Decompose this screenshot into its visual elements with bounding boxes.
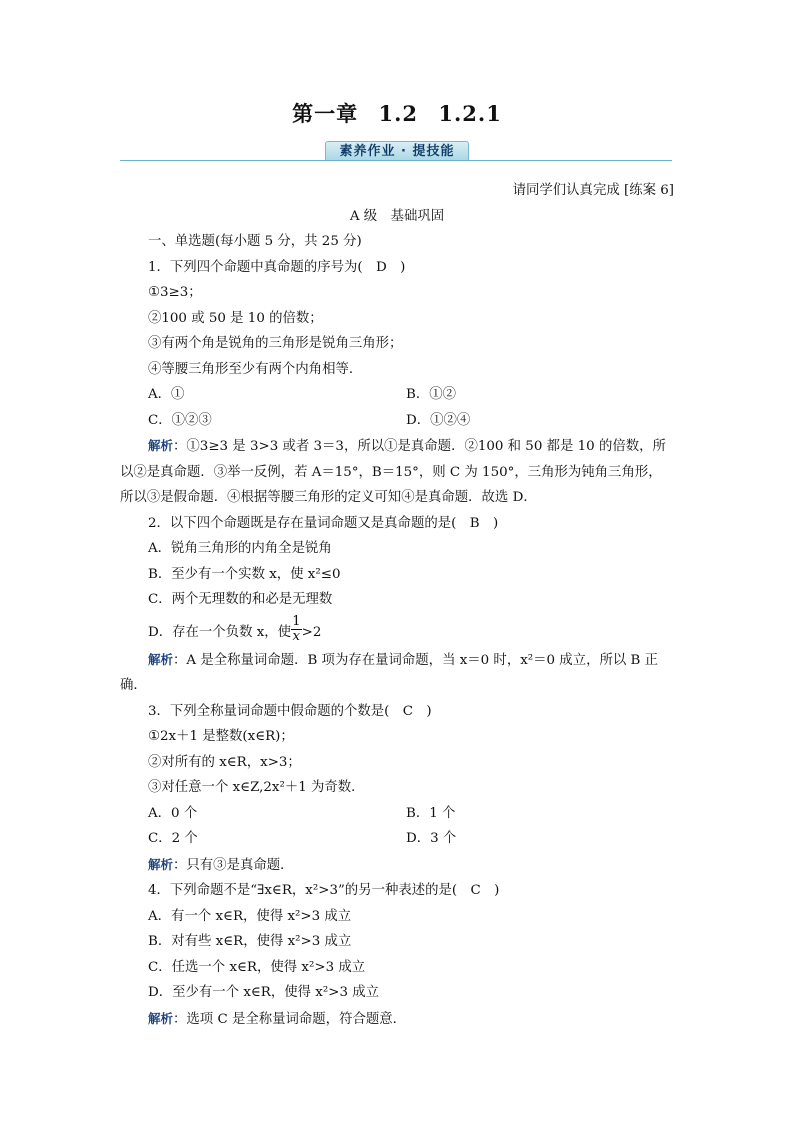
option-d [120, 613, 674, 647]
option-b: B．对有些 x∈R，使得 x²>3 成立 [148, 934, 352, 949]
question-1-options-row [120, 408, 674, 434]
fraction-numerator: 1 [292, 613, 301, 629]
subsection-label: 1.2.1 [438, 101, 502, 126]
question-3-item: ①2x＋1 是整数(x∈R)； [148, 729, 294, 744]
question-2-stem: 2．以下四个命题既是存在量词命题又是真命题的是( B ) [148, 515, 499, 531]
fraction-denominator: x [292, 628, 301, 644]
option-a: A．0 个 [148, 805, 198, 821]
option-c: C．2 个 [148, 831, 198, 846]
analysis-text: ：A 是全称量词命题．B 项为存在量词命题，当 x＝0 时，x²＝0 成立，所以 B 正确． [120, 652, 658, 693]
option-a: A．锐角三角形的内角全是锐角 [148, 541, 332, 556]
fraction [291, 615, 302, 644]
question-3-options-row [120, 826, 674, 852]
section-heading: 一、单选题(每小题 5 分，共 25 分) [148, 234, 362, 249]
question-4-analysis [120, 1006, 674, 1033]
option-d-text: D．存在一个负数 x，使 [148, 624, 292, 640]
analysis-label: 解析 [148, 651, 174, 667]
question-3-stem: 3．下列全称量词命题中假命题的个数是( C ) [148, 703, 432, 719]
option-d: D．至少有一个 x∈R，使得 x²>3 成立 [148, 985, 380, 1000]
level-heading: A 级 基础巩固 [349, 208, 445, 224]
option-d: D．3 个 [406, 831, 457, 846]
question-2-analysis [120, 647, 674, 699]
analysis-text: ：选项 C 是全称量词命题，符合题意． [173, 1011, 407, 1027]
question-1-item: ④等腰三角形至少有两个内角相等． [148, 361, 363, 377]
question-1-analysis [120, 433, 674, 511]
option-b: B．至少有一个实数 x，使 x²≤0 [148, 566, 341, 582]
option-c: C．两个无理数的和必是无理数 [148, 592, 333, 607]
analysis-label: 解析 [148, 856, 174, 872]
option-b: B．1 个 [406, 805, 456, 821]
question-3-item: ②对所有的 x∈R，x>3； [148, 754, 301, 770]
analysis-text: ：①3≥3 是 3>3 或者 3＝3，所以①是真命题．②100 和 50 都是 10 的倍数，所以②是真命题．③举一反例，若 A＝15°，B＝15°，则 C 为 150°，三角形为钝角三角形，所以③是假命题．④根据等腰三角形的定义可知④是真命题．故选 D． [120, 439, 666, 505]
question-3-item: ③对任意一个 x∈Z,2x²＋1 为奇数． [148, 780, 365, 795]
question-3-options-row [120, 801, 674, 827]
section-label: 1.2 [378, 101, 419, 126]
question-1-stem: 1．下列四个命题中真命题的序号为( D ) [148, 259, 406, 275]
option-a: A．① [148, 387, 185, 402]
exercise-content [120, 178, 674, 1032]
page-title [0, 98, 794, 128]
completion-note: 请同学们认真完成 [练案 6] [512, 183, 674, 198]
section-banner: 素养作业 · 提技能 [325, 141, 469, 161]
question-1-item: ①3≥3； [148, 285, 202, 300]
header-divider [120, 160, 672, 161]
option-a: A．有一个 x∈R，使得 x²>3 成立 [148, 908, 352, 924]
question-1-item: ②100 或 50 是 10 的倍数； [148, 310, 323, 326]
option-c: C．①②③ [148, 412, 212, 428]
analysis-label: 解析 [148, 1010, 174, 1026]
option-c: C．任选一个 x∈R，使得 x²>3 成立 [148, 959, 366, 975]
option-d-inequality: >2 [301, 624, 322, 640]
analysis-text: ：只有③是真命题． [173, 857, 294, 873]
option-d: D．①②④ [406, 412, 471, 428]
question-3-analysis [120, 852, 674, 879]
option-b: B．①② [406, 387, 457, 402]
chapter-label: 第一章 [292, 101, 359, 126]
question-4-stem: 4．下列命题不是“∃x∈R，x²>3”的另一种表述的是( C ) [148, 883, 500, 898]
analysis-label: 解析 [148, 438, 174, 453]
question-1-options-row [120, 382, 674, 408]
question-1-item: ③有两个角是锐角的三角形是锐角三角形； [148, 336, 403, 351]
